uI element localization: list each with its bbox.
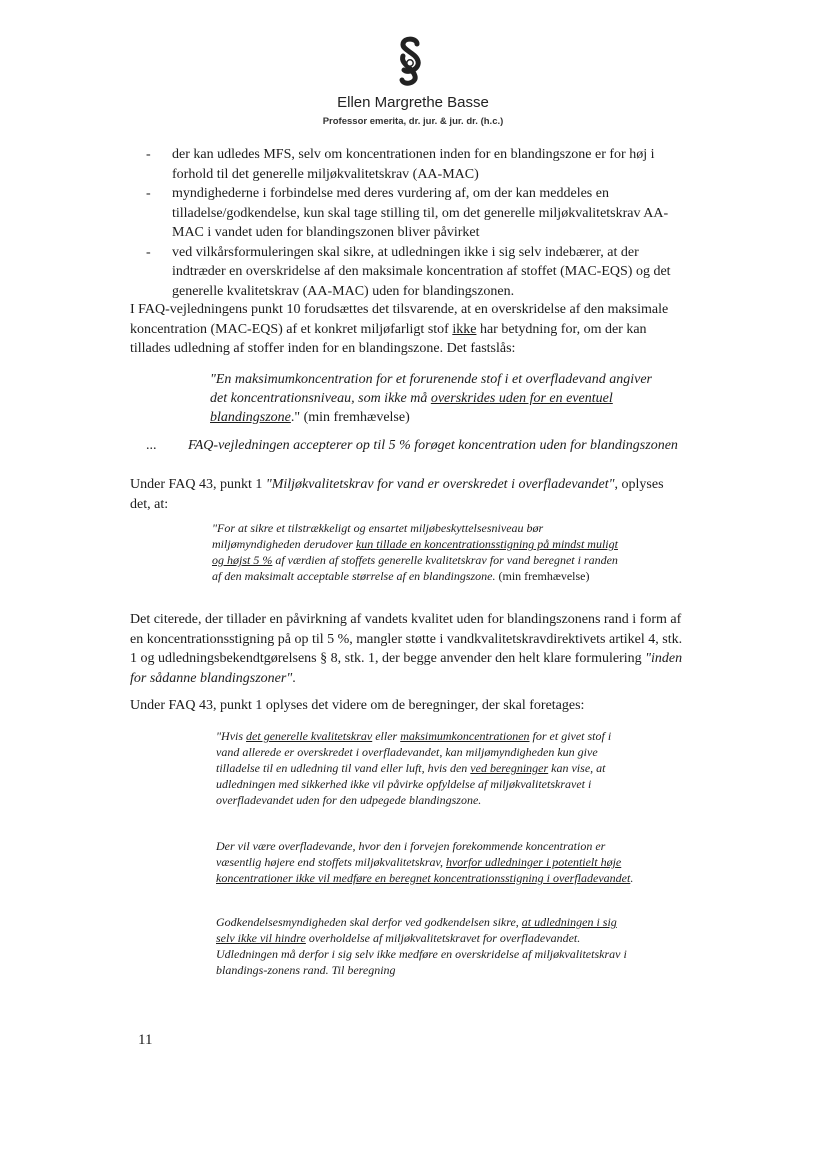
bullet-marker: - [146,147,151,162]
bullet-list [146,145,676,301]
bullet-text: der kan udledes MFS, selv om koncentrationen inden for en blandingszone er for høj i forhold til det generelle miljøkvalitetskrav (AA-MAC) [172,147,655,182]
paragraph-sign-logo [386,34,434,92]
page-number: 11 [138,1032,153,1048]
paragraph-analysis: Det citerede, der tillader en påvirkning af vandets kvalitet uden for blandingszonens rand i form af en koncentrationsstigning på op til 5 %, mangler støtte i vandkvalitetskravdirektivets artikel 4, stk. 1 og udledningsbekendtgørelsens § 8, stk. 1, der begge anvender den helt klare formulering "inden for sådanne blandingszoner". [130,612,683,686]
emphasis-underline: hvorfor udledninger i potentielt høje koncentrationer ikke vil medføre en beregnet koncentrationsstigning i overfladevandet [216,855,631,885]
quote-calculations-2: Der vil være overfladevande, hvor den i forvejen forekommende koncentration er væsentlig højere end stoffets miljøkvalitetskrav, hvorfor udledninger i potentielt høje koncentrationer ikke vil medføre en beregnet koncentrationsstigning i overfladevandet. [216,839,634,885]
emphasis-underline: overskrides uden for en eventuel blandingszone [210,391,613,425]
emphasis-underline: at udledningen i sig selv ikke vil hindre [216,915,617,945]
paragraph-calculations: Under FAQ 43, punkt 1 oplyses det videre om de beregninger, der skal foretages: [130,698,585,713]
emphasis-underline: maksimumkoncentrationen [400,729,530,743]
quote-calculations-3: Godkendelsesmyndigheden skal derfor ved godkendelsen sikre, at udledningen i sig selv ikke vil hindre overholdelse af miljøkvalitetskravet for overfladevandet. Udledningen må derfor i sig selv ikke medføre en overskridelse af miljøkvalitetskrav i blandings-zonens rand. Til beregning [216,915,627,977]
bullet-marker: - [146,244,151,260]
paragraph-faq-10: I FAQ-vejledningens punkt 10 forudsættes det tilsvarende, at en overskridelse af den maksimale koncentration (MAC-EQS) af et konkret miljøfarligt stof ikke har betydning for, om der kan tillades udledning af stoffer inden for en blandingszone. Det fastslås: [130,302,669,356]
bullet-marker: - [146,186,151,201]
quote-faq-43: "For at sikre et tilstrækkeligt og ensartet miljøbeskyttelsesniveau bør miljømyndigheden derudover kun tillade en koncentrationsstigning på mindst muligt og højst 5 % af værdien af stoffets generelle kvalitetskrav for vand beregnet i randen af den maksimalt acceptable størrelse af en blandingszone. (min fremhævelse) [212,521,618,583]
paragraph-faq-43-intro: Under FAQ 43, punkt 1 "Miljøkvalitetskrav for vand er overskredet i overfladevandet", oplyses det, at: [130,477,664,512]
note-text: FAQ-vejledningen accepterer op til 5 % forøget koncentration uden for blandingszonen [188,438,678,453]
note-marker: ... [146,438,157,453]
emphasis-underline: ved beregninger [470,761,549,775]
quote-calculations-1: "Hvis det generelle kvalitetskrav eller maksimumkoncentrationen for et givet stof i vand allerede er overskredet i overfladevandet, kan miljømyndigheden kun give tilladelse til en udledning til vand eller luft, hvis den ved beregninger kan vise, at udledningen med sikkerhed ikke vil påvirke opfyldelse af miljøkvalitetskravet i overfladevandet uden for den udpegede blandingszone. [216,729,612,807]
emphasis-underline: ikke [452,321,477,337]
list-item [146,243,676,302]
margin-note [146,437,686,455]
bullet-text: myndighederne i forbindelse med deres vurdering af, om der kan meddeles en tilladelse/godkendelse, kun skal tage stilling til, om det generelle miljøkvalitetskrav AA-MAC i vandet uden for blandingszonen bliver påvirket [172,186,669,240]
emphasis-underline: kun tillade en koncentrationsstigning på mindst muligt og højst 5 % [212,537,618,567]
quote-faq-10: "En maksimumkoncentration for et forurenende stof i et overfladevand angiver det koncentrationsniveau, som ikke må overskrides uden for en eventuel blandingszone." (min fremhævelse) [210,372,652,425]
author-name: Ellen Margrethe Basse [337,94,489,111]
list-item [146,145,676,184]
bullet-text: ved vilkårsformuleringen skal sikre, at udledningen ikke i sig selv indebærer, at der indtræder en overskridelse af den maksimale koncentration af stoffet (MAC-EQS) og det generelle kvalitetskrav (AA-MAC) uden for blandingszonen. [172,244,671,299]
author-title: Professor emerita, dr. jur. & jur. dr. (h.c.) [322,116,504,127]
list-item [146,184,676,243]
emphasis-underline: det generelle kvalitetskrav [246,729,373,743]
